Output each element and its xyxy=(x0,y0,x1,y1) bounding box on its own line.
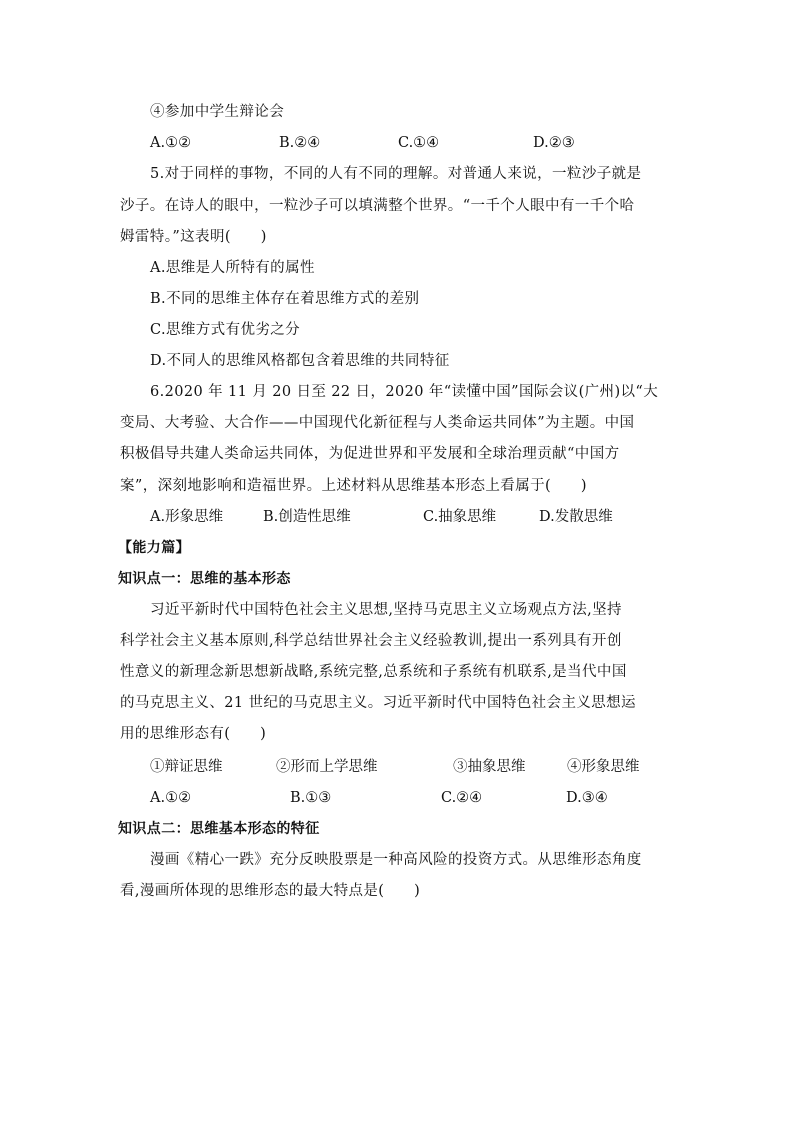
kp1-title: 知识点一：思维的基本形态 xyxy=(118,571,291,587)
kp1-stem-line-1: 习近平新时代中国特色社会主义思想,坚持马克思主义立场观点方法,坚持 xyxy=(150,602,622,618)
kp1-option-b: B.①③ xyxy=(290,790,332,806)
q5-option-b: B.不同的思维主体存在着思维方式的差别 xyxy=(150,291,420,307)
section-title: 【能力篇】 xyxy=(118,540,190,556)
q5-stem-line-1: 5.对于同样的事物，不同的人有不同的理解。对普通人来说，一粒沙子就是 xyxy=(150,166,642,182)
kp1-stem-line-2: 科学社会主义基本原则,科学总结世界社会主义经验教训,提出一系列具有开创 xyxy=(120,633,622,649)
q5-stem-line-3: 姆雷特。”这表明( ) xyxy=(120,229,267,245)
kp2-stem-line-2: 看,漫画所体现的思维形态的最大特点是( ) xyxy=(120,883,421,899)
q6-stem-line-1: 6.2020 年 11 月 20 日至 22 日，2020 年“读懂中国”国际会议(广州)以“大 xyxy=(150,384,659,400)
kp1-option-a: A.①② xyxy=(150,790,192,806)
q6-option-c: C.抽象思维 xyxy=(423,509,497,525)
kp2-stem-line-1: 漫画《精心一跌》充分反映股票是一种高风险的投资方式。从思维形态角度 xyxy=(150,852,642,868)
q6-stem-line-3: 积极倡导共建人类命运共同体，为促进世界和平发展和全球治理贡献“中国方 xyxy=(120,446,620,462)
q5-option-a: A.思维是人所特有的属性 xyxy=(150,260,315,276)
q4-item-4: ④参加中学生辩论会 xyxy=(150,104,285,120)
q6-stem-line-2: 变局、大考验、大合作——中国现代化新征程与人类命运共同体”为主题。中国 xyxy=(120,415,635,431)
q4-option-a: A.①② xyxy=(150,135,192,151)
kp2-title: 知识点二：思维基本形态的特征 xyxy=(118,821,320,837)
kp1-item-4: ④形象思维 xyxy=(567,759,640,775)
kp1-item-3: ③抽象思维 xyxy=(453,759,526,775)
q6-option-b: B.创造性思维 xyxy=(263,509,351,525)
q6-option-a: A.形象思维 xyxy=(150,509,224,525)
kp1-item-2: ②形而上学思维 xyxy=(276,759,378,775)
q5-option-c: C.思维方式有优劣之分 xyxy=(150,322,301,338)
kp1-stem-line-4: 的马克思主义、21 世纪的马克思主义。习近平新时代中国特色社会主义思想运 xyxy=(120,695,636,711)
q5-stem-line-2: 沙子。在诗人的眼中，一粒沙子可以填满整个世界。“一千个人眼中有一千个哈 xyxy=(120,198,635,214)
q4-option-c: C.①④ xyxy=(398,135,440,151)
kp1-stem-line-3: 性意义的新理念新思想新战略,系统完整,总系统和子系统有机联系,是当代中国 xyxy=(120,664,627,680)
kp1-item-1: ①辩证思维 xyxy=(150,759,223,775)
kp1-stem-line-5: 用的思维形态有( ) xyxy=(120,726,267,742)
q5-option-d: D.不同人的思维风格都包含着思维的共同特征 xyxy=(150,353,450,369)
q6-stem-line-4: 案”，深刻地影响和造福世界。上述材料从思维基本形态上看属于( ) xyxy=(120,478,587,494)
q6-option-d: D.发散思维 xyxy=(539,509,613,525)
q4-option-d: D.②③ xyxy=(533,135,575,151)
kp1-option-c: C.②④ xyxy=(441,790,483,806)
q4-option-b: B.②④ xyxy=(279,135,321,151)
kp1-option-d: D.③④ xyxy=(566,790,608,806)
